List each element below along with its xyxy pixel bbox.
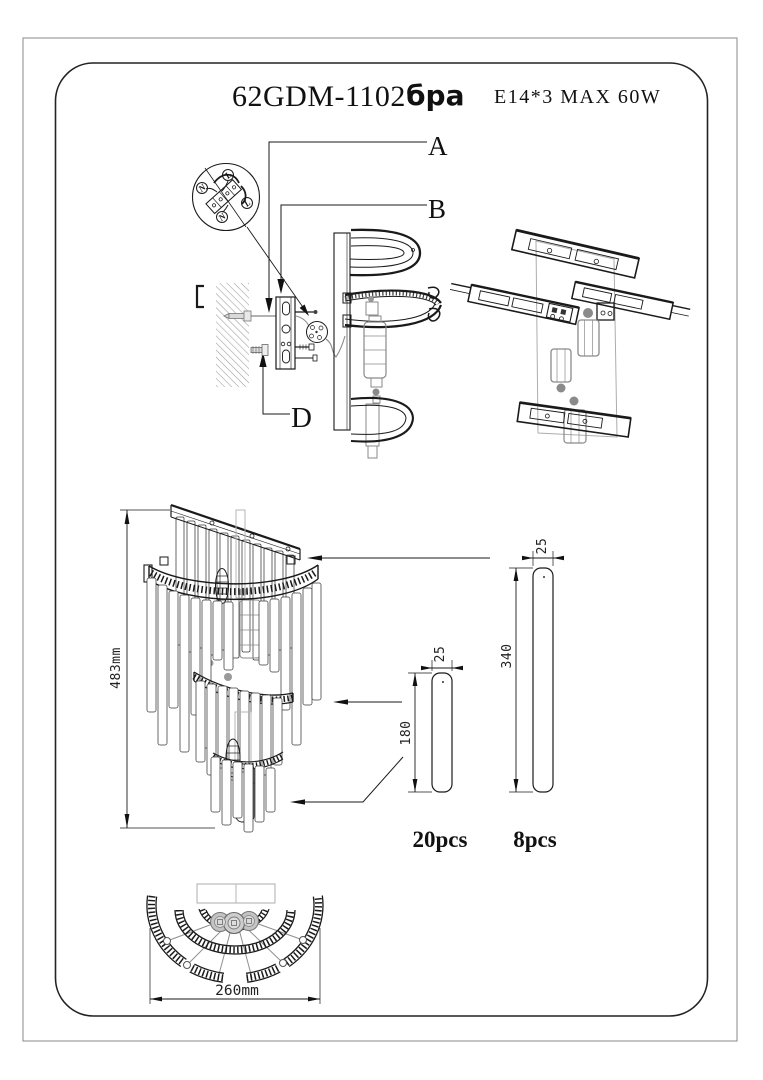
title-block <box>232 79 661 113</box>
crystal-small-drawing <box>399 646 468 852</box>
callout-label-d: D <box>291 402 312 434</box>
dim-crystal-large-width <box>522 538 564 566</box>
terminal-label-l-right: L <box>241 197 253 209</box>
crystal-small-count-label: 20pcs <box>412 827 468 852</box>
dim-height-label: 483mm <box>109 647 124 689</box>
pointer-arrow-bottom <box>290 757 403 805</box>
dim-crystal-large-length <box>500 568 533 792</box>
wiring-detail-circle <box>193 164 310 317</box>
sconce-dimension-view <box>109 505 490 832</box>
wall-hatch <box>216 283 249 387</box>
sheet-border <box>56 63 708 1016</box>
exploded-middle-left-bar <box>448 281 579 325</box>
crystal-large-count-label: 8pcs <box>513 827 557 852</box>
callout-d-leader <box>259 352 290 414</box>
title-lamp-spec: E14*3 MAX 60W <box>494 86 662 108</box>
crystal-small-width-label: 25 <box>433 645 448 663</box>
dim-crystal-small-length <box>399 673 432 792</box>
crystal-large-drawing <box>500 538 564 852</box>
pointer-arrow-middle <box>333 699 402 704</box>
page-border <box>23 38 737 1041</box>
wall-clip-symbol <box>197 286 204 307</box>
mounting-plate <box>276 297 318 369</box>
callout-label-a: A <box>428 131 448 161</box>
terminal-label-l-top: L <box>222 169 234 181</box>
exploded-top-bar <box>512 230 639 278</box>
terminal-label-n-top: N <box>196 182 208 194</box>
crystal-large-length-label: 340 <box>500 643 515 669</box>
dim-width <box>150 928 320 1004</box>
wiring-leader-arrow <box>300 305 309 317</box>
crystal-small-length-label: 180 <box>399 720 414 746</box>
lamp-positions <box>211 912 259 934</box>
dim-crystal-small-width <box>421 646 463 671</box>
terminal-label-n-bottom: N <box>216 211 228 223</box>
sconce-exploded-view <box>448 230 690 443</box>
wall-mounting-screw <box>251 345 268 356</box>
crystal-large-width-label: 25 <box>535 537 550 555</box>
dim-width-label: 260mm <box>215 983 259 999</box>
wall-section <box>197 283 276 387</box>
junction-box-detail <box>296 316 345 357</box>
exploded-bottom-bar <box>517 403 631 437</box>
title-product-type: бра <box>406 79 465 112</box>
sconce-side-view <box>334 230 441 458</box>
callout-label-b: B <box>428 194 447 224</box>
pointer-arrow-top <box>307 555 490 560</box>
callout-b-leader <box>277 205 427 294</box>
top-view-drawing <box>147 884 323 1004</box>
title-model: 62GDM-1102 <box>232 80 406 113</box>
